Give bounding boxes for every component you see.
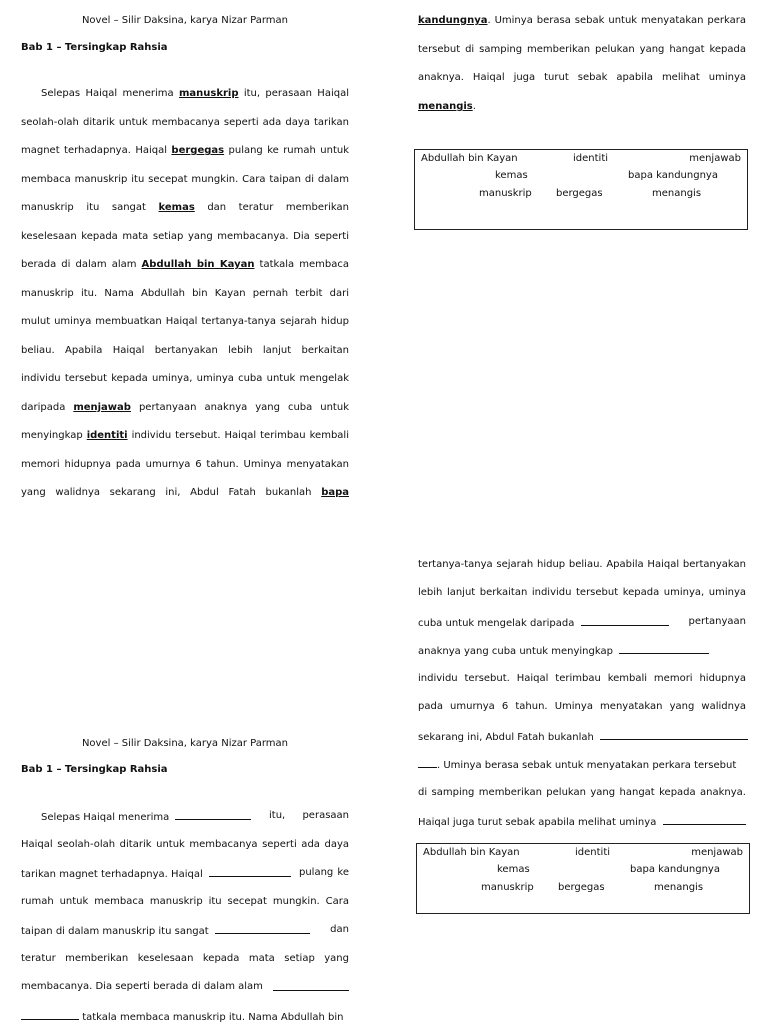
- answer-blank[interactable]: [600, 730, 748, 740]
- word-bank-item: menjawab: [691, 847, 743, 858]
- word-bank-item: Abdullah bin Kayan: [423, 847, 520, 858]
- answer-blank[interactable]: [418, 758, 437, 768]
- word-bank-item: bapa kandungnya: [628, 170, 718, 181]
- passage-line: menyingkap identiti individu tersebut. Haiqal terimbau kembali: [21, 430, 349, 441]
- passage-line: anaknya yang cuba untuk menyingkap: [418, 644, 746, 658]
- passage-line: daripada menjawab pertanyaan anaknya yang cuba untuk: [21, 402, 349, 413]
- keyword-identiti: identiti: [86, 430, 128, 441]
- word-bank-item: kemas: [497, 864, 530, 875]
- passage-line: Selepas Haiqal menerima itu, perasaan: [41, 810, 349, 823]
- answer-blank[interactable]: [619, 644, 709, 654]
- passage-line: taipan di dalam manuskrip itu sangat dan: [21, 924, 349, 937]
- answer-blank[interactable]: [175, 810, 251, 820]
- word-bank-item: bergegas: [558, 882, 605, 893]
- passage-line: keselesaan kepada mata setiap yang membacanya. Dia seperti: [21, 231, 349, 242]
- chapter-title: Bab 1 – Tersingkap Rahsia: [21, 764, 168, 775]
- answer-blank[interactable]: [273, 981, 349, 991]
- word-bank-item: menjawab: [689, 153, 741, 164]
- passage-line: tarikan magnet terhadapnya. Haiqal pulang ke: [21, 867, 349, 880]
- word-bank-item: Abdullah bin Kayan: [421, 153, 518, 164]
- keyword-menangis: menangis: [418, 101, 473, 112]
- answer-blank[interactable]: [581, 616, 669, 626]
- passage-line: memori hidupnya pada umurnya 6 tahun. Uminya menyatakan: [21, 459, 349, 470]
- passage-line: menangis.: [418, 101, 476, 112]
- keyword-kemas: kemas: [158, 202, 195, 213]
- word-bank-item: kemas: [495, 170, 528, 181]
- passage-line: cuba untuk mengelak daripada pertanyaan: [418, 616, 746, 629]
- passage-line: mulut uminya membuatkan Haiqal tertanya-tanya sejarah hidup: [21, 316, 349, 327]
- chapter-title: Bab 1 – Tersingkap Rahsia: [21, 42, 168, 53]
- passage-line: rumah untuk membaca manuskrip itu secepat mungkin. Cara: [21, 896, 349, 907]
- word-bank-item: bergegas: [556, 188, 603, 199]
- top-left-column: [21, 0, 349, 510]
- passage-line: tersebut di samping memberikan pelukan yang hangat kepada: [418, 44, 746, 55]
- answer-blank[interactable]: [215, 924, 310, 934]
- passage-line: kandungnya. Uminya berasa sebak untuk menyatakan perkara: [418, 15, 746, 26]
- passage-line: lebih lanjut berkaitan individu tersebut kepada uminya, uminya: [418, 587, 746, 598]
- passage-line: . Uminya berasa sebak untuk menyatakan perkara tersebut: [418, 758, 746, 772]
- passage-line: sekarang ini, Abdul Fatah bukanlah: [418, 730, 746, 744]
- word-bank-item: manuskrip: [481, 882, 534, 893]
- keyword-bergegas: bergegas: [171, 145, 225, 156]
- passage-line: manuskrip itu sangat kemas dan teratur memberikan: [21, 202, 349, 213]
- passage-line: membaca manuskrip itu secepat mungkin. Cara taipan di dalam: [21, 174, 349, 185]
- word-bank-item: identiti: [575, 847, 611, 858]
- passage-line: individu tersebut kepada uminya, uminya cuba untuk mengelak: [21, 373, 349, 384]
- passage-line: tatkala membaca manuskrip itu. Nama Abdullah bin: [21, 1010, 349, 1024]
- passage-line: magnet terhadapnya. Haiqal bergegas pulang ke rumah untuk: [21, 145, 349, 156]
- passage-line: anaknya. Haiqal juga turut sebak apabila melihat uminya: [418, 72, 746, 83]
- word-bank-item: menangis: [652, 188, 702, 199]
- passage-line: individu tersebut. Haiqal terimbau kembali memori hidupnya: [418, 673, 746, 684]
- passage-line: manuskrip itu. Nama Abdullah bin Kayan pernah terbit dari: [21, 288, 349, 299]
- bottom-right-column: [418, 555, 746, 835]
- keyword-bapa: bapa: [321, 487, 349, 498]
- passage-line: teratur memberikan keselesaan kepada mata setiap yang: [21, 953, 349, 964]
- passage-line: beliau. Apabila Haiqal bertanyakan lebih lanjut berkaitan: [21, 345, 349, 356]
- passage-line: Haiqal seolah-olah ditarik untuk membacanya seperti ada daya: [21, 839, 349, 850]
- passage-line: Selepas Haiqal menerima manuskrip itu, perasaan Haiqal: [41, 88, 349, 99]
- passage-line: membacanya. Dia seperti berada di dalam alam: [21, 981, 349, 993]
- passage-line: seolah-olah ditarik untuk membacanya seperti ada daya tarikan: [21, 117, 349, 128]
- answer-blank[interactable]: [21, 1010, 79, 1020]
- bottom-left-column: [21, 732, 349, 1024]
- answer-blank[interactable]: [663, 815, 746, 825]
- word-bank-box-2: [416, 843, 750, 914]
- passage-line: pada umurnya 6 tahun. Uminya menyatakan yang walidnya: [418, 701, 746, 712]
- passage-line: tertanya-tanya sejarah hidup beliau. Apabila Haiqal bertanyakan: [418, 559, 746, 570]
- document-header: Novel – Silir Daksina, karya Nizar Parman: [81, 15, 289, 26]
- keyword-menjawab: menjawab: [73, 402, 131, 413]
- document-header: Novel – Silir Daksina, karya Nizar Parman: [81, 738, 289, 749]
- answer-blank[interactable]: [209, 867, 291, 877]
- passage-line: Haiqal juga turut sebak apabila melihat uminya: [418, 815, 746, 829]
- keyword-manuskrip: manuskrip: [178, 88, 239, 99]
- passage-line: berada di dalam alam Abdullah bin Kayan tatkala membaca: [21, 259, 349, 270]
- passage-line: di samping memberikan pelukan yang hangat kepada anaknya.: [418, 787, 746, 798]
- word-bank-item: bapa kandungnya: [630, 864, 720, 875]
- keyword-kandungnya: kandungnya: [418, 15, 488, 26]
- keyword-abdullah-bin-kayan: Abdullah bin Kayan: [141, 259, 255, 270]
- word-bank-item: menangis: [654, 882, 704, 893]
- passage-line: yang walidnya sekarang ini, Abdul Fatah bukanlah bapa: [21, 487, 349, 498]
- word-bank-item: identiti: [573, 153, 609, 164]
- word-bank-item: manuskrip: [479, 188, 532, 199]
- word-bank-box: [414, 149, 748, 230]
